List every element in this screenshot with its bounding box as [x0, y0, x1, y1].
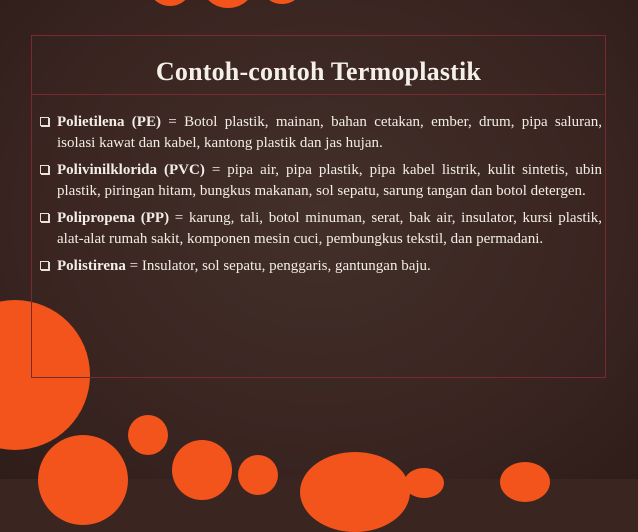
item-term: Polietilena (PE): [57, 114, 161, 130]
decor-circle-bottom-4: [404, 468, 444, 498]
item-text: = Insulator, sol sepatu, penggaris, gantungan baju.: [125, 258, 431, 274]
decor-circle-mid-small: [128, 415, 168, 455]
hollow-square-bullet-icon: [40, 117, 49, 126]
item-term: Polipropena (PP): [57, 210, 170, 226]
list-item: [40, 112, 602, 154]
list-item: [40, 160, 602, 202]
title-bar: [32, 36, 605, 95]
item-text: = karung, tali, botol minuman, serat, bak air, insulator, kursi plastik, alat-alat rumah sakit, komponen mesin cuci, pembungkus tekstil, dan permadani.: [57, 210, 602, 247]
item-term: Polivinilklorida (PVC): [57, 162, 205, 178]
decor-circle-left-bottom: [38, 435, 128, 525]
decor-circle-bottom-5: [500, 462, 550, 502]
item-term: Polistirena: [57, 258, 126, 274]
hollow-square-bullet-icon: [40, 165, 49, 174]
hollow-square-bullet-icon: [40, 261, 49, 270]
list-item: [40, 208, 602, 250]
item-text: = Botol plastik, mainan, bahan cetakan, ember, drum, pipa saluran, isolasi kawat dan kabel, kantong plastik dan jas hujan.: [57, 114, 602, 151]
bullet-list: [40, 112, 602, 283]
decor-circle-bottom-2: [238, 455, 278, 495]
slide-title: Contoh-contoh Termoplastik: [155, 57, 482, 86]
item-text: = pipa air, pipa plastik, pipa kabel listrik, kulit sintetis, ubin plastik, piringan hitam, bungkus makanan, sol sepatu, sarung tangan dan botol detergen.: [57, 162, 602, 199]
decor-circle-bottom-1: [172, 440, 232, 500]
decor-circle-bottom-3: [300, 452, 410, 532]
hollow-square-bullet-icon: [40, 213, 49, 222]
list-item: [40, 256, 602, 277]
